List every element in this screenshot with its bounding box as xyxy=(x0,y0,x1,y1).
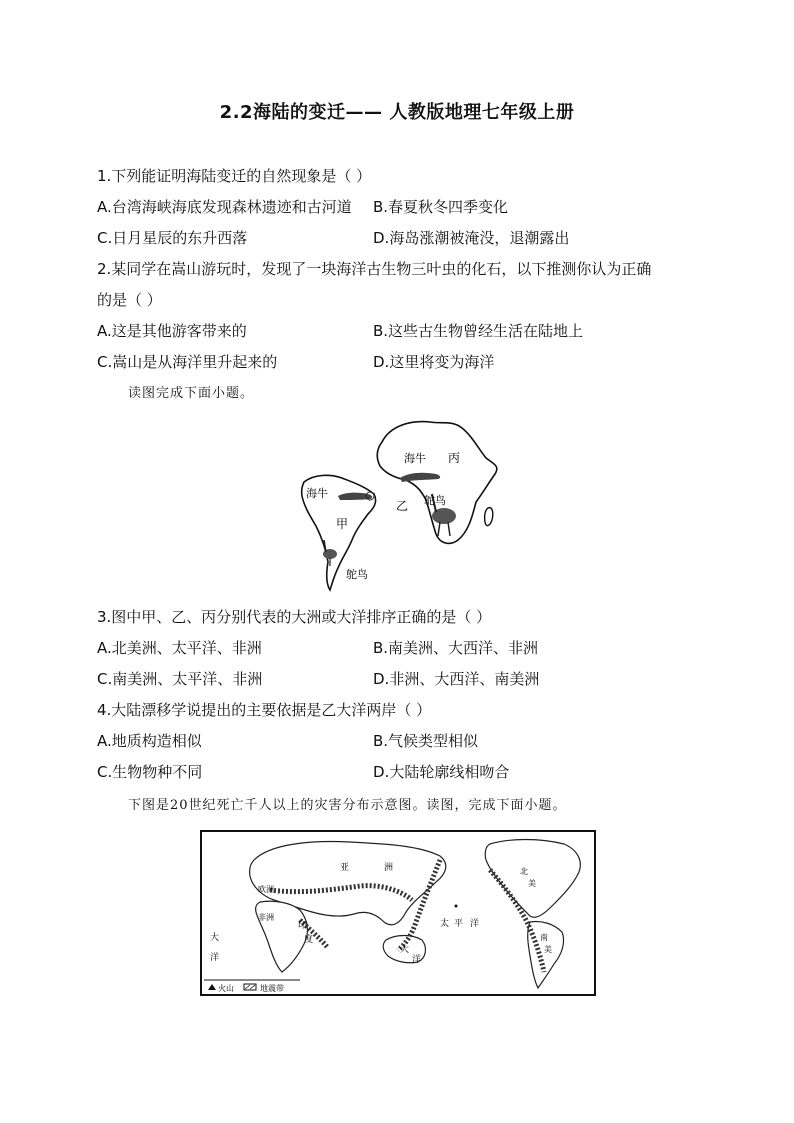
q1-option-b: B.春夏秋冬四季变化 xyxy=(373,198,509,216)
map-label: 平 xyxy=(454,919,464,929)
label-ostrich-africa: 鸵鸟 xyxy=(424,494,446,507)
q4-stem: 4.大陆漂移学说提出的主要依据是乙大洋两岸（ ） xyxy=(97,701,432,719)
label-ostrich-sa: 鸵鸟 xyxy=(346,568,368,581)
africa-outline xyxy=(377,422,497,544)
q3-option-b: B.南美洲、大西洋、非洲 xyxy=(373,639,539,657)
page-title: 2.2海陆的变迁—— 人教版地理七年级上册 xyxy=(219,102,575,123)
q2-option-a: A.这是其他游客带来的 xyxy=(97,322,247,340)
q4-option-d: D.大陆轮廓线相吻合 xyxy=(373,763,510,781)
label-jia: 甲 xyxy=(336,517,349,531)
map-label: 洋 xyxy=(210,953,220,963)
q1-option-d: D.海岛涨潮被淹没，退潮露出 xyxy=(373,229,570,247)
map-label: 大 xyxy=(210,933,220,943)
q3-option-d: D.非洲、大西洋、南美洲 xyxy=(373,670,540,688)
q2-stem-line1: 2.某同学在嵩山游玩时，发现了一块海洋古生物三叶虫的化石，以下推测你认为正确 xyxy=(97,260,652,278)
q2-option-d: D.这里将变为海洋 xyxy=(373,353,495,371)
map-label: 北 xyxy=(520,867,528,876)
map-label: 南 xyxy=(540,933,548,942)
q3-option-c: C.南美洲、太平洋、非洲 xyxy=(97,670,263,688)
map-label: 欧洲 xyxy=(258,885,274,894)
q2-option-c: C.嵩山是从海洋里升起来的 xyxy=(97,353,278,371)
q4-option-c: C.生物物种不同 xyxy=(97,763,203,781)
intro-disaster-map: 下图是20世纪死亡千人以上的灾害分布示意图。读图，完成下面小题。 xyxy=(128,798,567,813)
map-label: 印 xyxy=(298,921,308,931)
q4-option-b: B.气候类型相似 xyxy=(373,732,479,750)
map-label: 度 xyxy=(304,935,314,945)
map-label: 太 xyxy=(440,919,450,929)
continents-map xyxy=(290,412,510,602)
madagascar-outline xyxy=(485,508,493,526)
q3-option-a: A.北美洲、太平洋、非洲 xyxy=(97,639,262,657)
intro-read-map: 读图完成下面小题。 xyxy=(128,386,255,401)
label-yi: 乙 xyxy=(396,499,409,513)
map-label: 美 xyxy=(528,879,536,888)
label-manatee-africa: 海牛 xyxy=(404,452,426,465)
map-label: 火山 xyxy=(218,984,234,993)
map-label: 亚 xyxy=(340,863,350,873)
label-bing: 丙 xyxy=(448,451,461,465)
q1-stem: 1.下列能证明海陆变迁的自然现象是（ ） xyxy=(97,167,372,185)
q1-option-c: C.日月星辰的东升西落 xyxy=(97,229,248,247)
q2-option-b: B.这些古生物曾经生活在陆地上 xyxy=(373,322,584,340)
q2-stem-line2: 的是（ ） xyxy=(97,291,162,309)
q1-option-a: A.台湾海峡海底发现森林遗迹和古河道 xyxy=(97,198,352,216)
map-label: 洋 xyxy=(470,919,480,929)
map-label: 洋 xyxy=(412,955,422,965)
label-manatee-sa: 海牛 xyxy=(306,487,328,500)
world-disaster-map xyxy=(200,830,596,996)
map-label: 美 xyxy=(544,945,552,954)
map-label: 非洲 xyxy=(258,913,274,922)
q3-stem: 3.图中甲、乙、丙分别代表的大洲或大洋排序正确的是（ ） xyxy=(97,608,492,626)
q4-option-a: A.地质构造相似 xyxy=(97,732,202,750)
map-label: 地震带 xyxy=(260,984,284,993)
map-label: 洲 xyxy=(384,863,394,873)
map-label: 大 xyxy=(400,945,410,955)
